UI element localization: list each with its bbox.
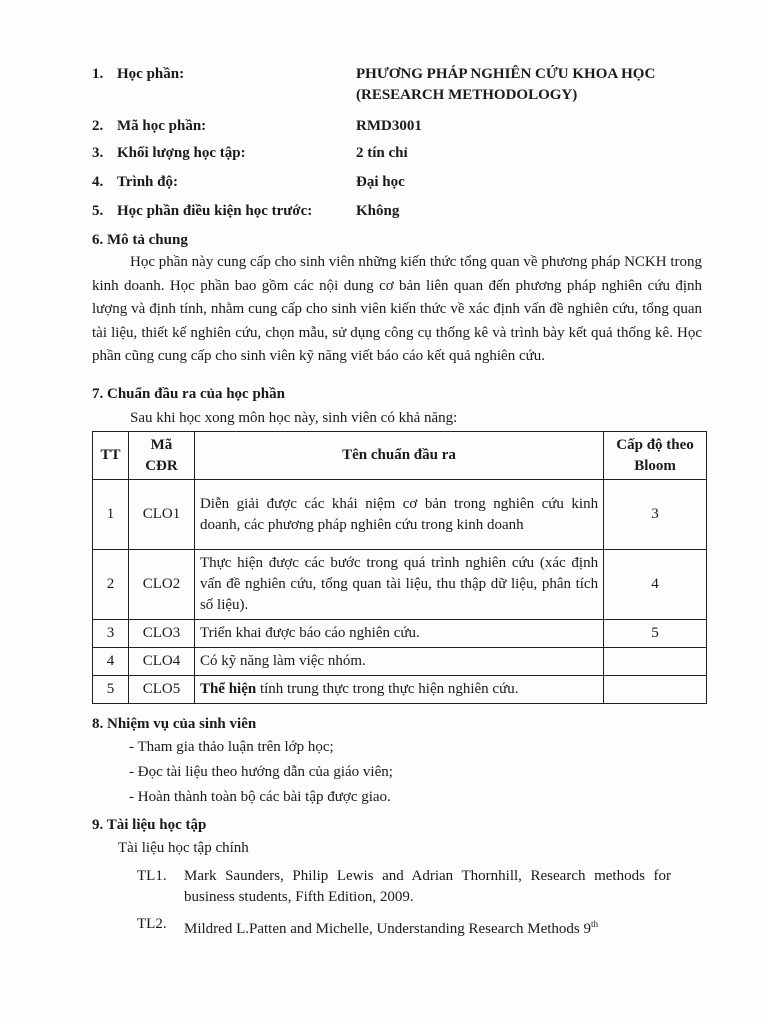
row-tt: 5 [93, 676, 129, 704]
table-row [93, 676, 707, 704]
reference-tag: TL1. [137, 868, 167, 884]
row-name: Diễn giải được các khái niệm cơ bản trong nghiên cứu kinh doanh, các phương pháp nghiên cứu trong kinh doanh [194, 480, 603, 550]
row-name: Triển khai được báo cáo nghiên cứu. [194, 620, 603, 648]
header-level: Cấp độ theo Bloom [604, 432, 707, 480]
table-row [93, 648, 707, 676]
section-9-subheading: Tài liệu học tập chính [118, 840, 249, 856]
item-3-value: 2 tín chỉ [356, 145, 408, 161]
row-level [604, 648, 707, 676]
reference-tl1 [137, 866, 677, 912]
row-name: Thực hiện được các bước trong quá trình nghiên cứu (xác định vấn đề nghiên cứu, tổng quan tài liệu, thu thập dữ liệu, phân tích số liệu). [194, 550, 603, 620]
reference-tl2 [137, 914, 677, 938]
table-header-row [93, 432, 707, 480]
item-5-number: 5. [92, 203, 104, 219]
item-4-number: 4. [92, 174, 104, 190]
row-level: 3 [604, 480, 707, 550]
reference-tag: TL2. [137, 916, 167, 932]
row-name: Thể hiện tính trung thực trong thực hiện nghiên cứu. [194, 676, 603, 704]
row-level [604, 676, 707, 704]
section-6-body: Học phần này cung cấp cho sinh viên những kiến thức tổng quan về phương pháp NCKH trong kinh doanh. Học phần bao gồm các nội dung cơ bản liên quan đến phương pháp nghiên cứu định lượng và định tính, nhằm cung cấp cho sinh viên kiến thức về xác định vấn đề nghiên cứu, tổng quan tài liệu, thiết kế nghiên cứu, chọn mẫu, sử dụng công cụ thống kê và trình bày kết quả thống kê. Học phần cũng cung cấp cho sinh viên kỹ năng viết báo cáo kết quả nghiên cứu. [92, 254, 702, 364]
table-row [93, 620, 707, 648]
reference-text: Mildred L.Patten and Michelle, Understanding Research Methods 9th [184, 919, 599, 937]
table-row [93, 480, 707, 550]
section-8-heading: 8. Nhiệm vụ của sinh viên [92, 716, 257, 732]
list-item: - Đọc tài liệu theo hướng dẫn của giáo viên; [129, 764, 393, 780]
header-code: Mã CĐR [128, 432, 194, 480]
list-item: - Tham gia thảo luận trên lớp học; [129, 739, 334, 755]
row-tt: 2 [93, 550, 129, 620]
header-name: Tên chuẩn đầu ra [194, 432, 603, 480]
item-2-value: RMD3001 [356, 118, 422, 134]
row-tt: 3 [93, 620, 129, 648]
item-1-label: Học phần: [117, 66, 185, 82]
item-3-number: 3. [92, 145, 104, 161]
section-7-intro: Sau khi học xong môn học này, sinh viên có khả năng: [130, 410, 458, 426]
row-code: CLO1 [128, 480, 194, 550]
row-code: CLO2 [128, 550, 194, 620]
reference-text: Mark Saunders, Philip Lewis and Adrian Thornhill, Research methods for business students, Fifth Edition, 2009. [184, 868, 671, 905]
row-code: CLO3 [128, 620, 194, 648]
item-4-value: Đại học [356, 174, 405, 190]
section-6-heading: 6. Mô tả chung [92, 232, 188, 248]
row-name: Có kỹ năng làm việc nhóm. [194, 648, 603, 676]
learning-outcomes-table [92, 431, 707, 704]
row-code: CLO4 [128, 648, 194, 676]
item-3-label: Khối lượng học tập: [117, 145, 246, 161]
item-2-number: 2. [92, 118, 104, 134]
item-4-label: Trình độ: [117, 174, 178, 190]
item-1-value-english: (RESEARCH METHODOLOGY) [356, 87, 578, 103]
row-level: 4 [604, 550, 707, 620]
row-level: 5 [604, 620, 707, 648]
section-7-heading: 7. Chuẩn đầu ra của học phần [92, 386, 285, 402]
table-row [93, 550, 707, 620]
row-tt: 4 [93, 648, 129, 676]
item-1-number: 1. [92, 66, 104, 82]
item-1-value: PHƯƠNG PHÁP NGHIÊN CỨU KHOA HỌC [356, 66, 656, 82]
item-5-value: Không [356, 203, 400, 219]
item-2-label: Mã học phần: [117, 118, 207, 134]
list-item: - Hoàn thành toàn bộ các bài tập được giao. [129, 789, 391, 805]
row-tt: 1 [93, 480, 129, 550]
row-code: CLO5 [128, 676, 194, 704]
item-5-label: Học phần điều kiện học trước: [117, 203, 313, 219]
header-tt: TT [93, 432, 129, 480]
section-9-heading: 9. Tài liệu học tập [92, 817, 207, 833]
